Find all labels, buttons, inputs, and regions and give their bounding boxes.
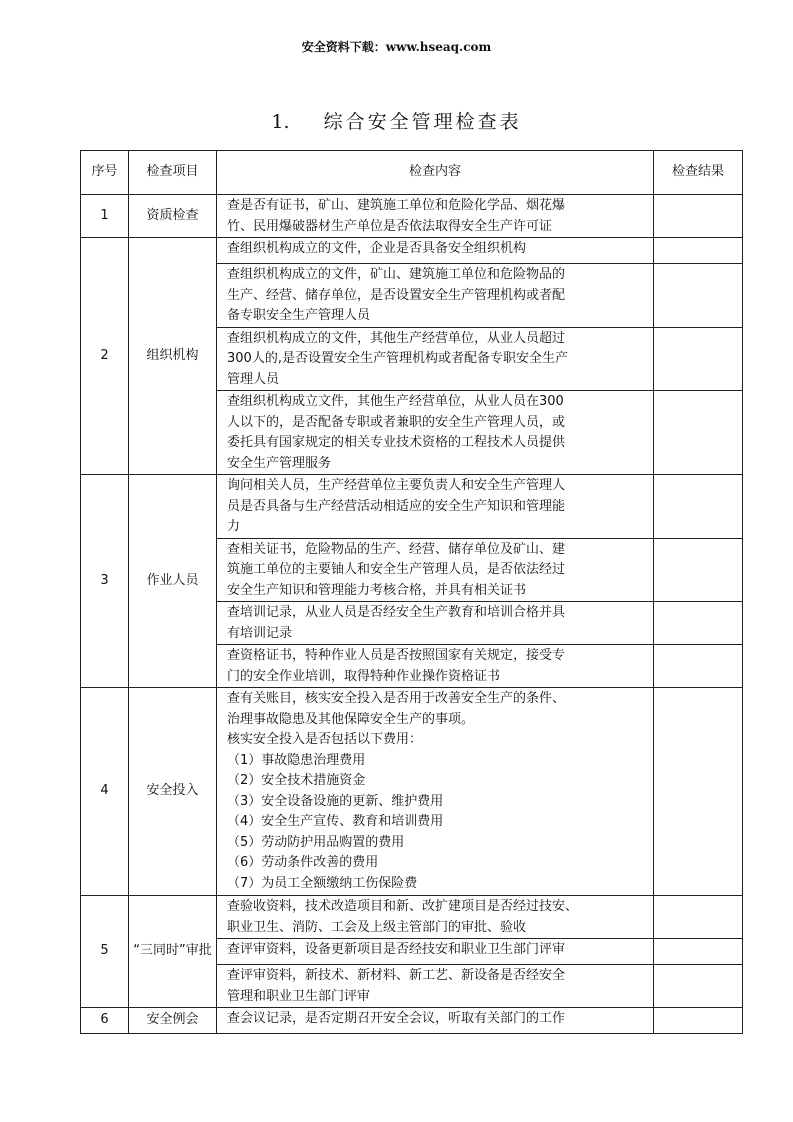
content-line: 备专职安全生产管理人员: [227, 308, 371, 323]
title-text: 综合安全管理检查表: [323, 111, 522, 133]
content-line: 查组织机构成立的文件，企业是否具备安全组织机构: [227, 241, 527, 256]
check-result-cell[interactable]: [654, 896, 743, 939]
content-line: 查组织机构成立的文件，其他生产经营单位，从业人员超过: [227, 330, 566, 346]
check-result-cell[interactable]: [654, 327, 743, 391]
check-content: [217, 602, 654, 645]
check-item-label: “三同时”审批: [133, 943, 212, 959]
check-item-label: 作业人员: [146, 572, 199, 588]
content-line: 查培训记录，从业人员是否经安全生产教育和培训合格并具: [227, 605, 566, 620]
content-line: 查验收资料，技术改造项目和新、改扩建项目是否经过技安、: [227, 899, 579, 914]
header-item: 检查项目: [129, 151, 217, 195]
check-content: [217, 965, 654, 1008]
check-result-cell[interactable]: [654, 264, 743, 328]
content-line: （6）劳动条件改善的费用: [227, 855, 379, 870]
content-line: （3）安全设备设施的更新、维护费用: [227, 793, 444, 809]
content-line: 力: [227, 519, 241, 534]
check-content: [217, 195, 654, 238]
table-row: [81, 238, 743, 264]
table-row: [81, 475, 743, 539]
check-content: [217, 391, 654, 475]
content-line: （7）为员工全额缴纳工伤保险费: [227, 875, 418, 891]
content-line: 询问相关人员，生产经营单位主要负责人和安全生产管理人: [227, 478, 566, 493]
content-line: 门的安全作业培训，取得特种作业操作资格证书: [227, 668, 501, 684]
content-line: （2）安全技术措施资金: [227, 773, 366, 788]
check-content: [217, 475, 654, 539]
content-line: 安全生产知识和管理能力考核合格，并具有相关证书: [227, 582, 527, 598]
content-line: 生产、经营、储存单位，是否设置安全生产管理机构或者配: [227, 287, 566, 303]
check-content: [217, 939, 654, 965]
check-item: [129, 195, 217, 238]
row-number: 5: [81, 896, 129, 1008]
content-line: 查组织机构成立文件，其他生产经营单位，从业人员在300: [227, 394, 564, 409]
check-item: [129, 475, 217, 688]
check-result-cell[interactable]: [654, 1008, 743, 1034]
content-line: 查组织机构成立的文件，矿山、建筑施工单位和危险物品的: [227, 267, 566, 282]
table-row: [81, 1008, 743, 1034]
check-content: [217, 688, 654, 896]
check-result-cell[interactable]: [654, 391, 743, 475]
row-number: 2: [81, 238, 129, 475]
check-item: [129, 1008, 217, 1034]
site-header: 安全资料下载：www.hseaq.com: [301, 40, 492, 54]
title-number: 1.: [271, 111, 290, 133]
check-result-cell[interactable]: [654, 475, 743, 539]
check-result-cell[interactable]: [654, 645, 743, 688]
check-result-cell[interactable]: [654, 195, 743, 238]
inspection-table: [80, 150, 743, 1034]
content-line: 查会议记录，是否定期召开安全会议，听取有关部门的工作: [227, 1011, 566, 1026]
header-result: 检查结果: [654, 151, 743, 195]
check-item: [129, 238, 217, 475]
content-line: 员是否具备与生产经营活动相适应的安全生产知识和管理能: [227, 498, 566, 514]
check-result-cell[interactable]: [654, 688, 743, 896]
content-line: 查评审资料，设备更新项目是否经技安和职业卫生部门评审: [227, 942, 566, 957]
header-content: 检查内容: [217, 151, 654, 195]
check-content: [217, 264, 654, 328]
content-line: （4）安全生产宣传、教育和培训费用: [227, 814, 444, 829]
content-line: 筑施工单位的主要铀人和安全生产管理人员，是否依法经过: [227, 562, 566, 577]
content-line: 职业卫生、消防、工会及上级主管部门的审批、验收: [227, 919, 527, 935]
check-result-cell[interactable]: [654, 538, 743, 602]
header-no: 序号: [81, 151, 129, 195]
document-title: [0, 107, 793, 134]
content-line: 查有关账目，核实安全投入是否用于改善安全生产的条件、: [227, 691, 566, 706]
content-line: 有培训记录: [227, 625, 293, 641]
content-line: 查相关证书，危险物品的生产、经营、储存单位及矿山、建: [227, 541, 566, 557]
check-content: [217, 1008, 654, 1034]
table-row: [81, 688, 743, 896]
table-body: [81, 195, 743, 1034]
check-result-cell[interactable]: [654, 602, 743, 645]
check-content: [217, 896, 654, 939]
row-number: 1: [81, 195, 129, 238]
table-row: [81, 195, 743, 238]
row-number: 4: [81, 688, 129, 896]
content-line: 查是否有证书，矿山、建筑施工单位和危险化学品、烟花爆: [227, 198, 566, 213]
check-item-label: 资质检查: [146, 207, 199, 223]
content-line: 查资格证书，特种作业人员是否按照国家有关规定，接受专: [227, 648, 566, 663]
check-result-cell[interactable]: [654, 939, 743, 965]
content-line: 管理和职业卫生部门评审: [227, 988, 371, 1004]
check-content: [217, 538, 654, 602]
row-number: 6: [81, 1008, 129, 1034]
check-content: [217, 327, 654, 391]
content-line: 300人的,是否设置安全生产管理机构或者配备专职安全生产: [227, 351, 568, 366]
content-line: 竹、民用爆破器材生产单位是否依法取得安全生产许可证: [227, 218, 553, 234]
content-line: 管理人员: [227, 371, 280, 387]
content-line: （1）事故隐患治理费用: [227, 752, 366, 768]
table-row: [81, 896, 743, 939]
check-result-cell[interactable]: [654, 965, 743, 1008]
content-line: 治理事故隐患及其他保障安全生产的事项。: [227, 711, 475, 727]
check-content: [217, 645, 654, 688]
content-line: 安全生产管理服务: [227, 455, 332, 471]
check-content: [217, 238, 654, 264]
row-number: 3: [81, 475, 129, 688]
check-item-label: 安全投入: [146, 783, 199, 799]
content-line: （5）劳动防护用品购置的费用: [227, 834, 405, 850]
content-line: 核实安全投入是否包括以下费用：: [227, 732, 423, 747]
content-line: 委托具有国家规定的相关专业技术资格的工程技术人员提供: [227, 435, 566, 450]
check-item: [129, 896, 217, 1008]
check-item-label: 安全例会: [146, 1012, 199, 1028]
table-header-row: [81, 151, 743, 195]
check-result-cell[interactable]: [654, 238, 743, 264]
content-line: 人以下的，是否配备专职或者兼职的安全生产管理人员，或: [227, 414, 566, 430]
check-item-label: 组织机构: [146, 347, 199, 363]
content-line: 查评审资料，新技术、新材料、新工艺、新设备是否经安全: [227, 968, 566, 983]
check-item: [129, 688, 217, 896]
